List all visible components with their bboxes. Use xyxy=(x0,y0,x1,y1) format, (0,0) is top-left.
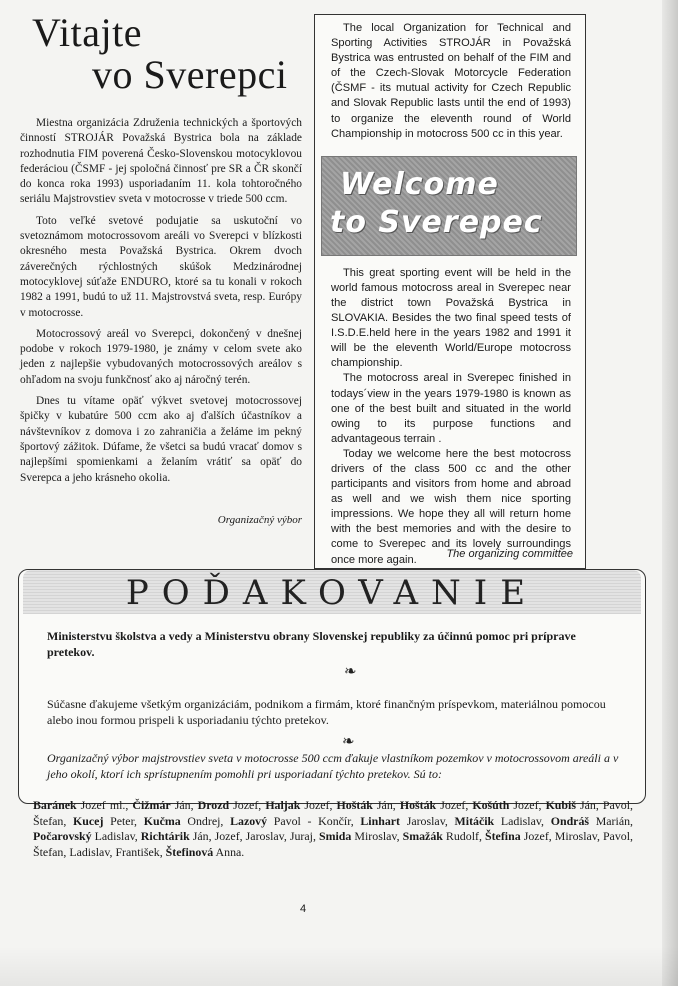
landowner-entry xyxy=(198,798,266,812)
landowner-given-names: Jozef ml., xyxy=(76,798,133,812)
landowner-entry xyxy=(319,829,403,843)
landowner-surname: Kucej xyxy=(73,813,104,828)
english-paragraph-2: The motocross areal in Sverepec finished in todays´view in the years 1979-1980 is known as one of the best built and situated in the world owing to its purpose functions and advantageous terrain . xyxy=(331,372,571,445)
landowner-surname: Haljak xyxy=(265,798,301,812)
landowner-entry xyxy=(360,814,454,828)
landowner-surname: Drozd xyxy=(197,798,230,812)
ministry-thanks: Ministerstvu školstva a vedy a Ministerstvu obrany Slovenskej republiky za účinnú pomoc pri príprave pretekov. xyxy=(47,629,576,659)
title-line-2: vo Sverepci xyxy=(92,52,288,97)
english-paragraph-1: This great sporting event will be held in the world famous motocross areal in Sverepec near the district town Považská Bystrica in SLOVAKIA. Besides the two final speed tests of I.S.D.E.held here in the years 1982 and 1991 it will be the eleventh World/Europe motocross championship. xyxy=(331,266,571,370)
welcome-banner xyxy=(321,156,577,256)
landowner-given-names: Jozef, xyxy=(300,798,337,812)
english-paragraphs xyxy=(315,256,585,568)
landowner-given-names: Peter, xyxy=(103,813,144,828)
landowner-surname: Štefinová xyxy=(165,844,214,859)
acknowledgement-header xyxy=(23,570,641,614)
acknowledgement-title: POĎAKOVANIE xyxy=(125,573,539,613)
landowner-given-names: Jaroslav, xyxy=(400,813,455,828)
landowner-surname: Kučma xyxy=(143,813,181,828)
slovak-welcome-column xyxy=(20,12,302,526)
landowner-given-names: Ondrej, xyxy=(180,813,231,828)
fleuron-ornament-icon: ❧ xyxy=(342,734,355,750)
landowner-surname: Smida xyxy=(318,829,352,844)
landowner-entry xyxy=(33,829,141,843)
landowner-given-names: Miroslav, xyxy=(351,829,403,844)
slovak-signature: Organizačný výbor xyxy=(217,513,302,526)
english-signature: The organizing committee xyxy=(446,548,573,560)
landowner-given-names: Ján, xyxy=(170,798,198,812)
landowner-given-names: Rudolf, xyxy=(442,829,485,844)
landowner-surname: Mitáčik xyxy=(454,813,495,828)
landowner-given-names: Marián, xyxy=(589,813,634,828)
landowners-intro: Organizačný výbor majstrovstiev sveta v motocrosse 500 ccm ďakuje vlastníkom pozemkov v motocrossovom areáli a v jeho okolí, ktorí ich sprístupnením pomohli pri usporiadaní týchto pretekov. Sú to: xyxy=(47,751,619,781)
landowner-given-names: Anna. xyxy=(213,844,245,859)
landowner-surname: Hošták xyxy=(336,798,373,812)
slovak-paragraph-4: Dnes tu vítame opäť výkvet svetovej motocrossovej špičky v kubatúre 500 ccm ako aj ďalších účastníkov a návštevníkov z domova i zo zahraničia a želáme im pekný športový zážitok. Dúfame, že všetci sa budú vracať domov s najlepšími spomienkami a želaním vrátiť sa opäť do Sverepca a jeho krásneho okolia. xyxy=(20,395,302,484)
page-bottom-shade xyxy=(0,946,678,986)
landowner-given-names: Jozef, xyxy=(436,798,473,812)
landowner-given-names: Ján, xyxy=(372,798,400,812)
landowner-given-names: Ladislav, xyxy=(91,829,141,844)
landowner-entry xyxy=(141,829,319,843)
landowner-entry xyxy=(472,798,545,812)
landowner-surname: Baránek xyxy=(33,798,77,812)
landowner-surname: Čižmár xyxy=(132,798,171,812)
landowner-given-names: Ladislav, xyxy=(494,813,551,828)
english-intro-paragraph: The local Organization for Technical and Sporting Activities STROJÁR in Považská Bystrica was entrusted on behalf of the FIM and of the Czech-Slovak Motorcycle Federation (ČSMF - its mutual activity for Czech Republic and Slovak Republic lasts until the end of 1993) to organize the eleventh round of World Championship in motocross 500 cc in this year. xyxy=(331,22,571,140)
landowner-surname: Kubiš xyxy=(545,798,576,812)
landowner-entry xyxy=(403,829,485,843)
landowner-entry xyxy=(73,814,144,828)
landowner-entry xyxy=(144,814,230,828)
landowner-entry xyxy=(400,798,473,812)
landowner-entry xyxy=(455,814,551,828)
landowner-surname: Richtárik xyxy=(140,829,190,844)
landowner-entry xyxy=(166,845,245,859)
fleuron-ornament-icon: ❧ xyxy=(344,664,357,680)
landowner-entry xyxy=(33,798,132,812)
landowner-entry xyxy=(230,814,360,828)
page-edge-shadow xyxy=(662,0,678,986)
landowner-given-names: Jozef, Miroslav, Pavol, Štefan, Ladislav, František, xyxy=(33,829,634,859)
landowner-entry xyxy=(337,798,400,812)
banner-line-1: Welcome xyxy=(340,166,499,202)
title-line-1: Vitajte xyxy=(32,10,142,55)
landowner-given-names: Jozef, xyxy=(229,798,266,812)
landowner-surname: Hošták xyxy=(399,798,437,812)
landowner-surname: Linhart xyxy=(360,813,401,828)
slovak-paragraph-1: Miestna organizácia Združenia technických a športových činností STROJÁR Považská Bystrica bola na základe rozhodnutia FIM poverená Česko-Slovenskou motocyklovou federáciou (ČSMF - jej spoločná činnosť pre SR a ČR skončí do konca roka 1993) usporiadaním 11. kola tohtoročného seriálu Majstrovstiev sveta v motocrosse v triede 500 ccm. xyxy=(20,117,302,206)
english-welcome-box xyxy=(314,14,586,569)
english-intro xyxy=(315,15,585,142)
landowner-entry xyxy=(551,814,633,828)
landowner-entry xyxy=(265,798,336,812)
banner-line-2: to Sverepec xyxy=(330,204,543,240)
slovak-paragraphs xyxy=(20,116,302,486)
landowner-given-names: Ján, Jozef, Jaroslav, Juraj, xyxy=(189,829,319,844)
page-number: 4 xyxy=(300,903,307,915)
landowner-given-names: Jozef, xyxy=(509,798,546,812)
landowners-list xyxy=(33,798,633,860)
sponsors-thanks: Súčasne ďakujeme všetkým organizáciám, podnikom a firmám, ktoré finančným príspevkom, materiálnou pomocou alebo inou formou prispeli k usporiadaniu týchto pretekov. xyxy=(47,697,606,727)
landowner-surname: Lazový xyxy=(230,813,268,828)
landowner-given-names: Ján, Pavol, Štefan, xyxy=(33,798,633,828)
landowner-surname: Štefina xyxy=(484,829,521,844)
landowner-surname: Košúth xyxy=(472,798,510,812)
slovak-paragraph-2: Toto veľké svetové podujatie sa uskutoční vo svetoznámom motocrossovom areáli vo Sverepci v blízkosti okresného mesta Považská Bystrica. Okrem dvoch záverečných rýchlostných skúšok Medzinárodnej motocyklovej súťaže ENDURO, ktoré sa tu konali v rokoch 1982 a 1991, budú to už 11. Majstrovstvá sveta, resp. Európy v motocrosse. xyxy=(20,214,302,319)
landowner-surname: Počarovský xyxy=(33,829,92,844)
landowner-entry xyxy=(132,798,197,812)
landowner-surname: Smažák xyxy=(402,829,443,844)
english-paragraph-3: Today we welcome here the best motocross drivers of the class 500 cc and the other participants and visitors from home and abroad as well and we wish them nice sporting impressions. We hope they all will return home with the best memories and with the desire to come to Sverepec and its lovely surroundings once more again. xyxy=(331,447,571,566)
slovak-paragraph-3: Motocrossový areál vo Sverepci, dokončený v dnešnej podobe v rokoch 1979-1980, je známy v celom svete ako jeden z najlepšie vybudovaných motocrossových areálov s ohľadom na svoju funkčnosť ako aj náročný terén. xyxy=(20,327,302,386)
landowner-given-names: Pavol - Končír, xyxy=(267,813,361,828)
acknowledgement-box xyxy=(18,569,646,859)
landowner-surname: Ondráš xyxy=(550,813,590,828)
